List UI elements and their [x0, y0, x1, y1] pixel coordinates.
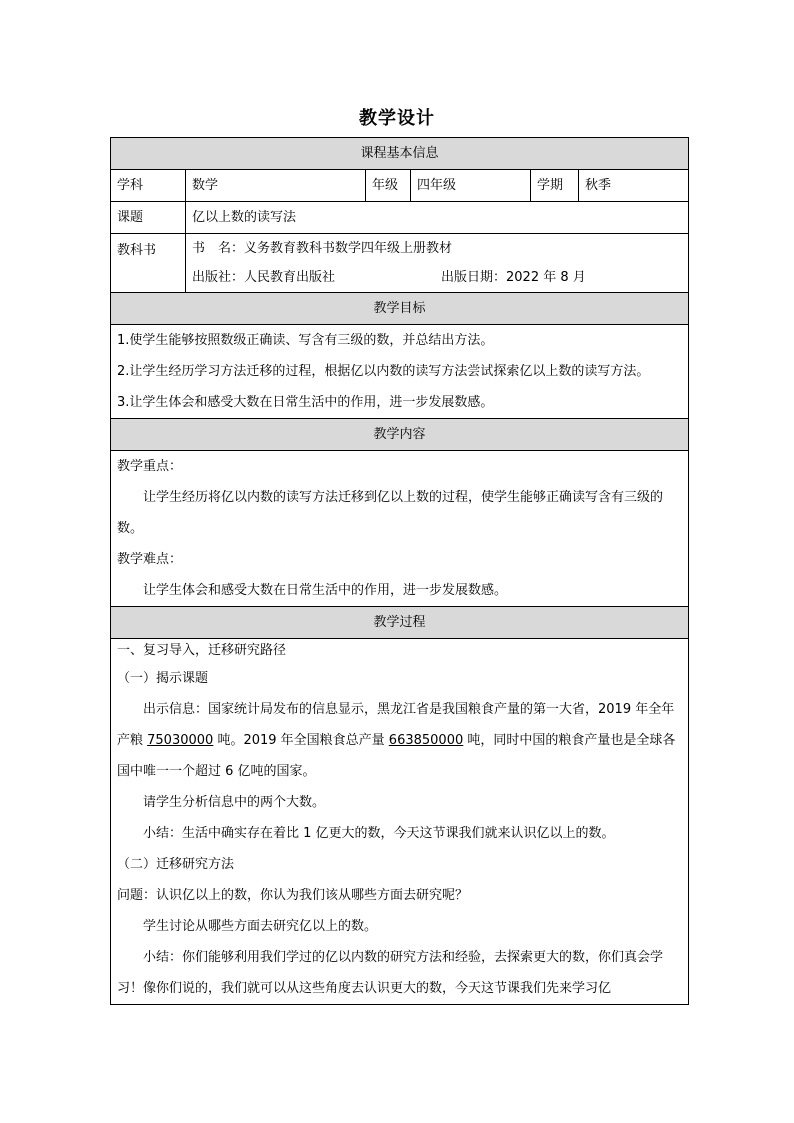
- objective-item: 2.让学生经历学习方法迁移的过程，根据亿以内数的读写方法尝试探索亿以上数的读写方法。: [117, 364, 650, 379]
- objectives-header: 教学目标: [111, 293, 689, 325]
- document-title: 教学设计: [359, 108, 435, 129]
- topic-label: 课题: [111, 202, 186, 234]
- content-body: [111, 451, 689, 607]
- subsection-heading: （一）揭示课题: [117, 671, 209, 686]
- summary-paragraph: 小结：生活中确实存在着比 1 亿更大的数，今天这节课我们就来认识亿以上的数。: [143, 826, 615, 841]
- difficulty-label: 教学难点：: [117, 552, 183, 567]
- national-grain-number: 663850000: [388, 733, 464, 748]
- book-publication: [192, 263, 682, 292]
- info-text-c: 吨，同时中国的粮食产量也是全球各国中唯一一个超过 6 亿吨的国家。: [117, 733, 676, 779]
- heilongjiang-grain-number: 75030000: [147, 733, 214, 748]
- lesson-plan-table: [110, 137, 689, 1005]
- textbook-info: [186, 234, 689, 293]
- question-paragraph: 问题：认识亿以上的数，你认为我们该从哪些方面去研究呢？: [117, 888, 469, 903]
- publisher: 出版社：人民教育出版社: [192, 270, 336, 285]
- grade-value: 四年级: [411, 170, 531, 202]
- subsection-heading: （二）迁移研究方法: [117, 857, 235, 872]
- analysis-paragraph: 请学生分析信息中的两个大数。: [143, 795, 326, 810]
- term-value: 秋季: [579, 170, 689, 202]
- key-points-label: 教学重点：: [117, 459, 183, 474]
- term-label: 学期: [531, 170, 579, 202]
- textbook-label: 教科书: [111, 234, 186, 293]
- grade-label: 年级: [366, 170, 411, 202]
- basic-info-header: 课程基本信息: [111, 138, 689, 170]
- topic-value: 亿以上数的读写法: [186, 202, 689, 234]
- info-paragraph: [117, 694, 682, 787]
- subject-label: 学科: [111, 170, 186, 202]
- key-points-text: 让学生经历将亿以内数的读写方法迁移到亿以上数的过程，使学生能够正确读写含有三级的数。: [117, 490, 664, 536]
- objective-item: 1.使学生能够按照数级正确读、写含有三级的数，并总结出方法。: [117, 333, 494, 348]
- content-header: 教学内容: [111, 419, 689, 451]
- discussion-paragraph: 学生讨论从哪些方面去研究亿以上的数。: [143, 919, 378, 934]
- objectives-body: [111, 325, 689, 419]
- info-text-a: 出示信息：国家统计局发布的信息显示，黑龙江省是我国粮食产量的第一大省，2019 年全年产粮: [117, 702, 675, 748]
- difficulty-text: 让学生体会和感受大数在日常生活中的作用，进一步发展数感。: [143, 583, 508, 598]
- publication-date: 出版日期：2022 年 8 月: [441, 270, 586, 285]
- book-name: 书 名：义务教育教科书数学四年级上册教材: [192, 241, 453, 256]
- subject-value: 数学: [186, 170, 366, 202]
- section-heading: 一、复习导入，迁移研究路径: [117, 643, 287, 658]
- info-text-b: 吨。2019 年全国粮食总产量: [213, 733, 389, 748]
- summary-paragraph-2: 小结：你们能够利用我们学过的亿以内数的研究方法和经验，去探索更大的数，你们真会学习！像你们说的，我们就可以从这些角度去认识更大的数，今天这节课我们先来学习亿: [117, 950, 664, 996]
- objective-item: 3.让学生体会和感受大数在日常生活中的作用，进一步发展数感。: [117, 395, 494, 410]
- process-body: [111, 639, 689, 1005]
- process-header: 教学过程: [111, 607, 689, 639]
